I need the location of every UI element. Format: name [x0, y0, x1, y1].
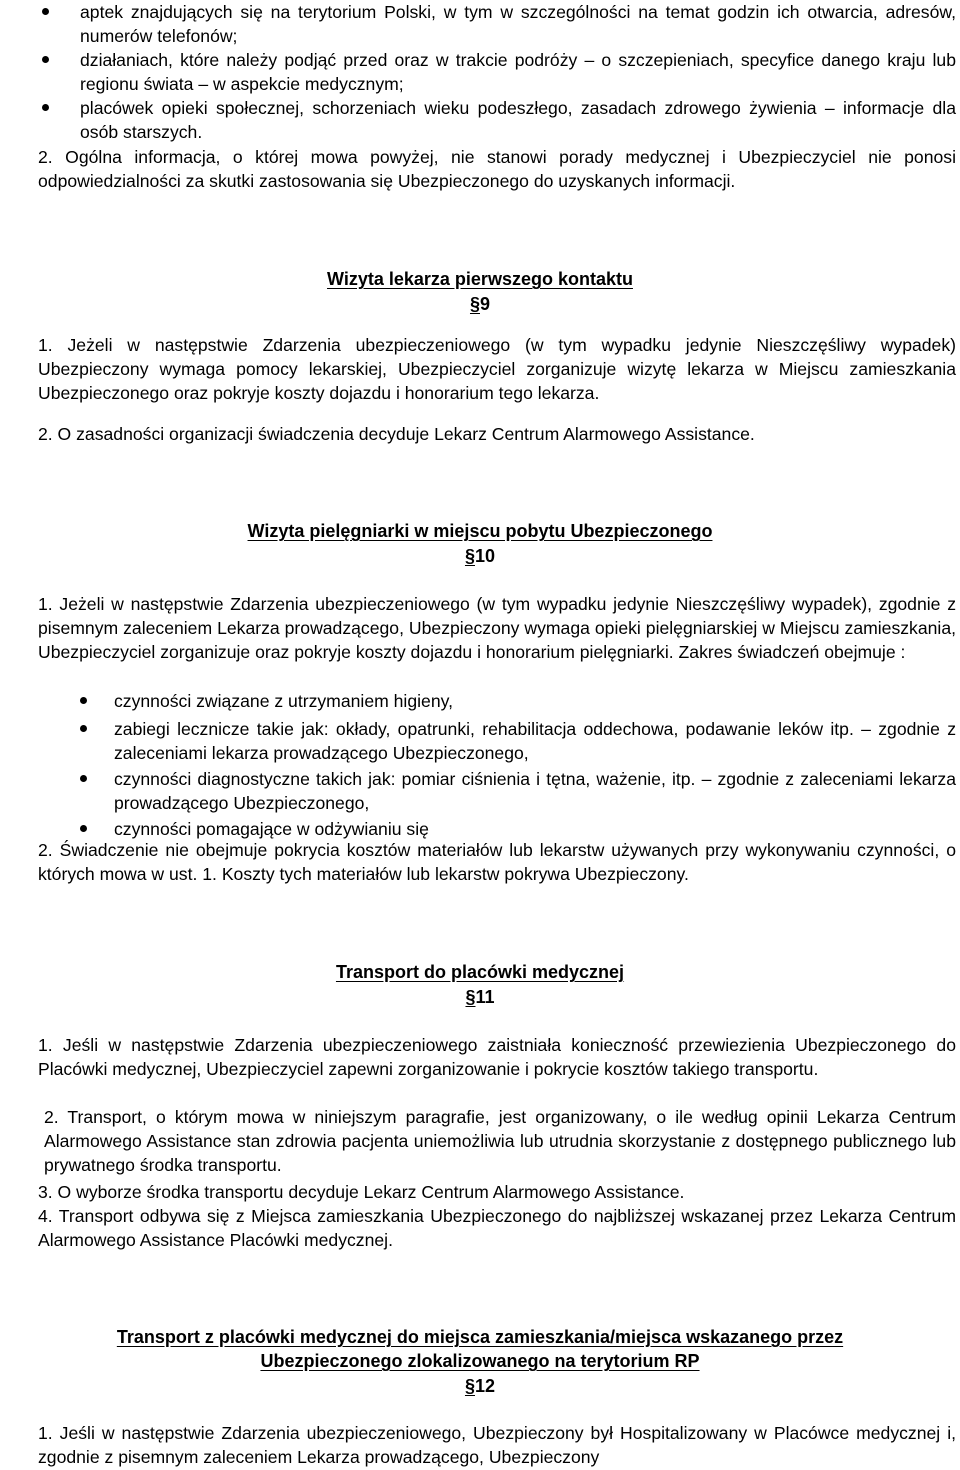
intro-point-2: 2. Ogólna informacja, o której mowa powyżej, nie stanowi porady medycznej i Ubezpieczyciel nie ponosi odpowiedzialności za skutki zastosowania się Ubezpieczonego do uzyskanych informacji.	[38, 147, 956, 191]
section-12-title-line-1: Transport z placówki medycznej do miejsca zamieszkania/miejsca wskazanego przez	[116, 1327, 844, 1347]
list-item: czynności związane z utrzymaniem higieny,	[114, 691, 453, 711]
intro-bullet-list	[38, 0, 956, 144]
section-10-paragraph-1: 1. Jeżeli w następstwie Zdarzenia ubezpieczeniowego (w tym wypadku jedynie Nieszczęśliwy wypadek), zgodnie z pisemnym zaleceniem Lekarza prowadzącego, Ubezpieczony wymaga opieki pielęgniarskiej w Miejscu zamieszkania, Ubezpieczyciel zorganizuje oraz pokryje koszty dojazdu i honorarium pielęgniarki. Zakres świadczeń obejmuje :	[38, 594, 956, 662]
section-9-paragraph-1: 1. Jeżeli w następstwie Zdarzenia ubezpieczeniowego (w tym wypadku jedynie Nieszczęśliwy wypadek) Ubezpieczony wymaga pomocy lekarskiej, Ubezpieczyciel zorganizuje wizytę lekarza w Miejscu zamieszkania Ubezpieczonego oraz pokryje koszty dojazdu i honorarium tego lekarza.	[38, 335, 956, 403]
section-9-number: §9	[469, 294, 491, 314]
list-item: zabiegi lecznicze takie jak: okłady, opatrunki, rehabilitacja oddechowa, podawanie leków itp. – zgodnie z zaleceniami lekarza prowadzącego Ubezpieczonego,	[114, 719, 956, 763]
section-11-number: §11	[465, 987, 495, 1007]
section-10-paragraph-2: 2. Świadczenie nie obejmuje pokrycia kosztów materiałów lub lekarstw używanych przy wykonywaniu czynności, o których mowa w ust. 1. Koszty tych materiałów lub lekarstw pokrywa Ubezpieczony.	[38, 840, 956, 884]
section-10-bullet-list	[38, 689, 956, 841]
section-10-number: §10	[464, 546, 496, 566]
section-12-number: §12	[464, 1376, 496, 1396]
list-item: placówek opieki społecznej, schorzeniach wieku podeszłego, zasadach zdrowego żywienia – informacje dla osób starszych.	[80, 98, 956, 142]
section-12-title-line-2: Ubezpieczonego zlokalizowanego na terytorium RP	[260, 1351, 700, 1371]
section-11-title: Transport do placówki medycznej	[335, 962, 625, 982]
section-11-paragraph-3: 3. O wyborze środka transportu decyduje Lekarz Centrum Alarmowego Assistance.	[38, 1182, 685, 1202]
section-12-paragraph-1: 1. Jeśli w następstwie Zdarzenia ubezpieczeniowego, Ubezpieczony był Hospitalizowany w Placówce medycznej i, zgodnie z pisemnym zaleceniem Lekarza prowadzącego, Ubezpieczony	[38, 1423, 956, 1467]
list-item: czynności pomagające w odżywianiu się	[114, 819, 429, 839]
list-item: działaniach, które należy podjąć przed oraz w trakcie podróży – o szczepieniach, specyfice danego kraju lub regionu świata – w aspekcie medycznym;	[80, 50, 956, 94]
section-9-title: Wizyta lekarza pierwszego kontaktu	[327, 269, 633, 289]
section-10-title: Wizyta pielęgniarki w miejscu pobytu Ubezpieczonego	[247, 521, 713, 541]
list-item: czynności diagnostyczne takich jak: pomiar ciśnienia i tętna, ważenie, itp. – zgodnie z zaleceniami lekarza prowadzącego Ubezpieczonego,	[114, 769, 956, 813]
section-11-paragraph-1: 1. Jeśli w następstwie Zdarzenia ubezpieczeniowego zaistniała konieczność przewiezienia Ubezpieczonego do Placówki medycznej, Ubezpieczyciel zapewni zorganizowanie i pokrycie kosztów takiego transportu.	[38, 1035, 956, 1079]
section-11-paragraph-2: 2. Transport, o którym mowa w niniejszym paragrafie, jest organizowany, o ile według opinii Lekarza Centrum Alarmowego Assistance stan zdrowia pacjenta uniemożliwia lub utrudnia skorzystanie z dostępnego publicznego lub prywatnego środka transportu.	[44, 1107, 956, 1175]
section-11-paragraph-4: 4. Transport odbywa się z Miejsca zamieszkania Ubezpieczonego do najbliższej wskazanej przez Lekarza Centrum Alarmowego Assistance Placówki medycznej.	[38, 1206, 956, 1250]
section-9-paragraph-2: 2. O zasadności organizacji świadczenia decyduje Lekarz Centrum Alarmowego Assistance.	[38, 424, 755, 444]
list-item: aptek znajdujących się na terytorium Polski, w tym w szczególności na temat godzin ich otwarcia, adresów, numerów telefonów;	[80, 2, 956, 46]
